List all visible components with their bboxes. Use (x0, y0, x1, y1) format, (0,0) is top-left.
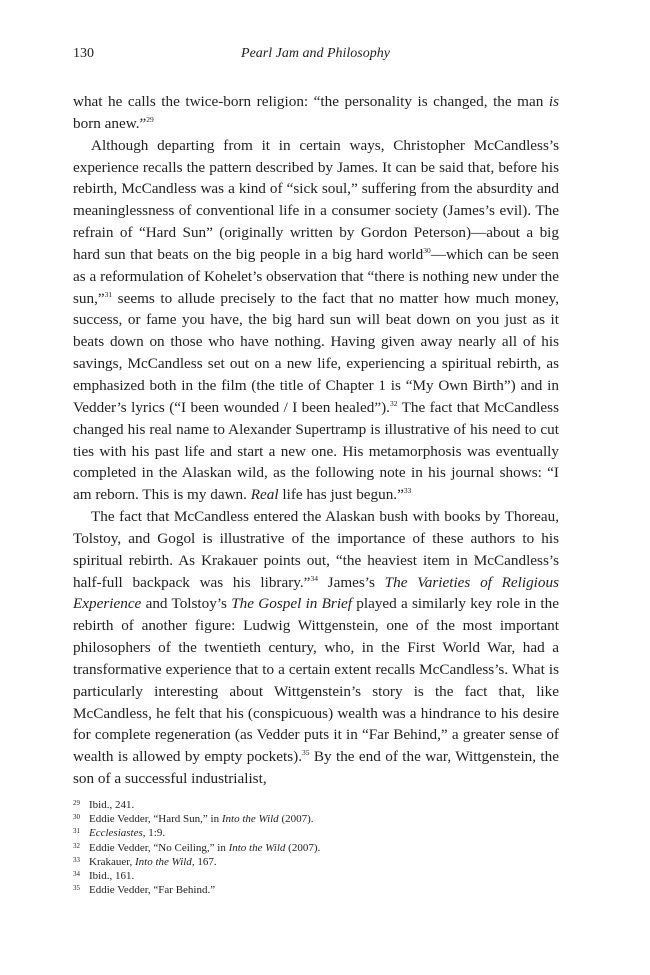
footnote-33: 33 Krakauer, Into the Wild, 167. (73, 855, 217, 868)
footnote-30: 30 Eddie Vedder, “Hard Sun,” in Into the Wild (2007). (73, 813, 314, 826)
paragraph-2: Although departing from it in certain ways, Christopher McCandless’s experience recalls the pattern described by James. It can be said that, before his rebirth, McCandless was a kind of “sick soul,” suffering from the absurdity and meaninglessness of conventional life in a consumer society (James’s evil). The refrain of “Hard Sun” (originally written by Gordon Peterson)—about a big hard sun that beats on the big people in a big hard world$^{30}$—which can be seen as a reformulation of Kohelet’s observation that “there is nothing new under the sun,”$^{31}$ seems to allude precisely to the fact that no matter how much money, success, or fame you have, the big hard sun will beat down on you just as it beats down on those who have nothing. Having given away nearly all of his savings, McCandless set out on a new life, experiencing a spiritual rebirth, as emphasized both in the film (the title of Chapter 1 is “My Own Birth”) and in Vedder’s lyrics (“I been wounded / I been healed”).$^{32}$ The fact that McCandless changed his real name to Alexander Supertramp is illustrative of his need to cut ties with his past life and start a new one. His metamorphosis was eventually completed in the Alaskan wild, as the following note in his journal shows: “I am reborn. This is my dawn. Real life has just begun.”$^{33}$ (73, 136, 559, 504)
footnote-29: 29 Ibid., 241. (73, 799, 135, 811)
body-text (73, 91, 559, 790)
running-title: Pearl Jam and Philosophy (241, 46, 390, 61)
footnote-31: 31 Ecclesiastes, 1:9. (73, 827, 166, 840)
paragraph-1: what he calls the twice-born religion: “the personality is changed, the man is born anew.”$^{29}$ (73, 93, 559, 132)
footnote-ref: 32 (389, 398, 398, 408)
footnote-ref: 35 (302, 748, 310, 758)
footnote-ref: 30 (423, 245, 431, 255)
page-number: 130 (73, 46, 94, 61)
page-header (73, 46, 558, 66)
footnote-34: 34 Ibid., 161. (73, 870, 135, 883)
footnote-ref: 34 (310, 573, 318, 583)
footnotes (73, 798, 559, 897)
footnote-ref: 29 (146, 114, 154, 124)
footnote-35: 35 Eddie Vedder, “Far Behind.” (73, 884, 216, 897)
paragraph-3: The fact that McCandless entered the Alaskan bush with books by Thoreau, Tolstoy, and Gogol is illustrative of the importance of these authors to his spiritual rebirth. As Krakauer points out, “the heaviest item in McCandless’s half-full backpack was his library.”$^{34}$ James’s The Varieties of Religious Experience and Tolstoy’s The Gospel in Brief played a similarly key role in the rebirth of another figure: Ludwig Wittgenstein, one of the most important philosophers of the twentieth century, who, in the First World War, had a transformative experience that to a certain extent recalls McCandless’s. What is particularly interesting about Wittgenstein’s story is the fact that, like McCandless, he felt that his (conspicuous) wealth was a hindrance to his desire for complete regeneration (as Vedder puts it in “Far Behind,” a greater sense of wealth is allowed by empty pockets).$^{35}$ By the end of the war, Wittgenstein, the son of a successful industrialist, (73, 508, 559, 788)
footnote-ref: 31 (104, 289, 113, 299)
footnote-32: 32 Eddie Vedder, “No Ceiling,” in Into the Wild (2007). (73, 841, 321, 854)
footnote-ref: 33 (403, 486, 412, 496)
